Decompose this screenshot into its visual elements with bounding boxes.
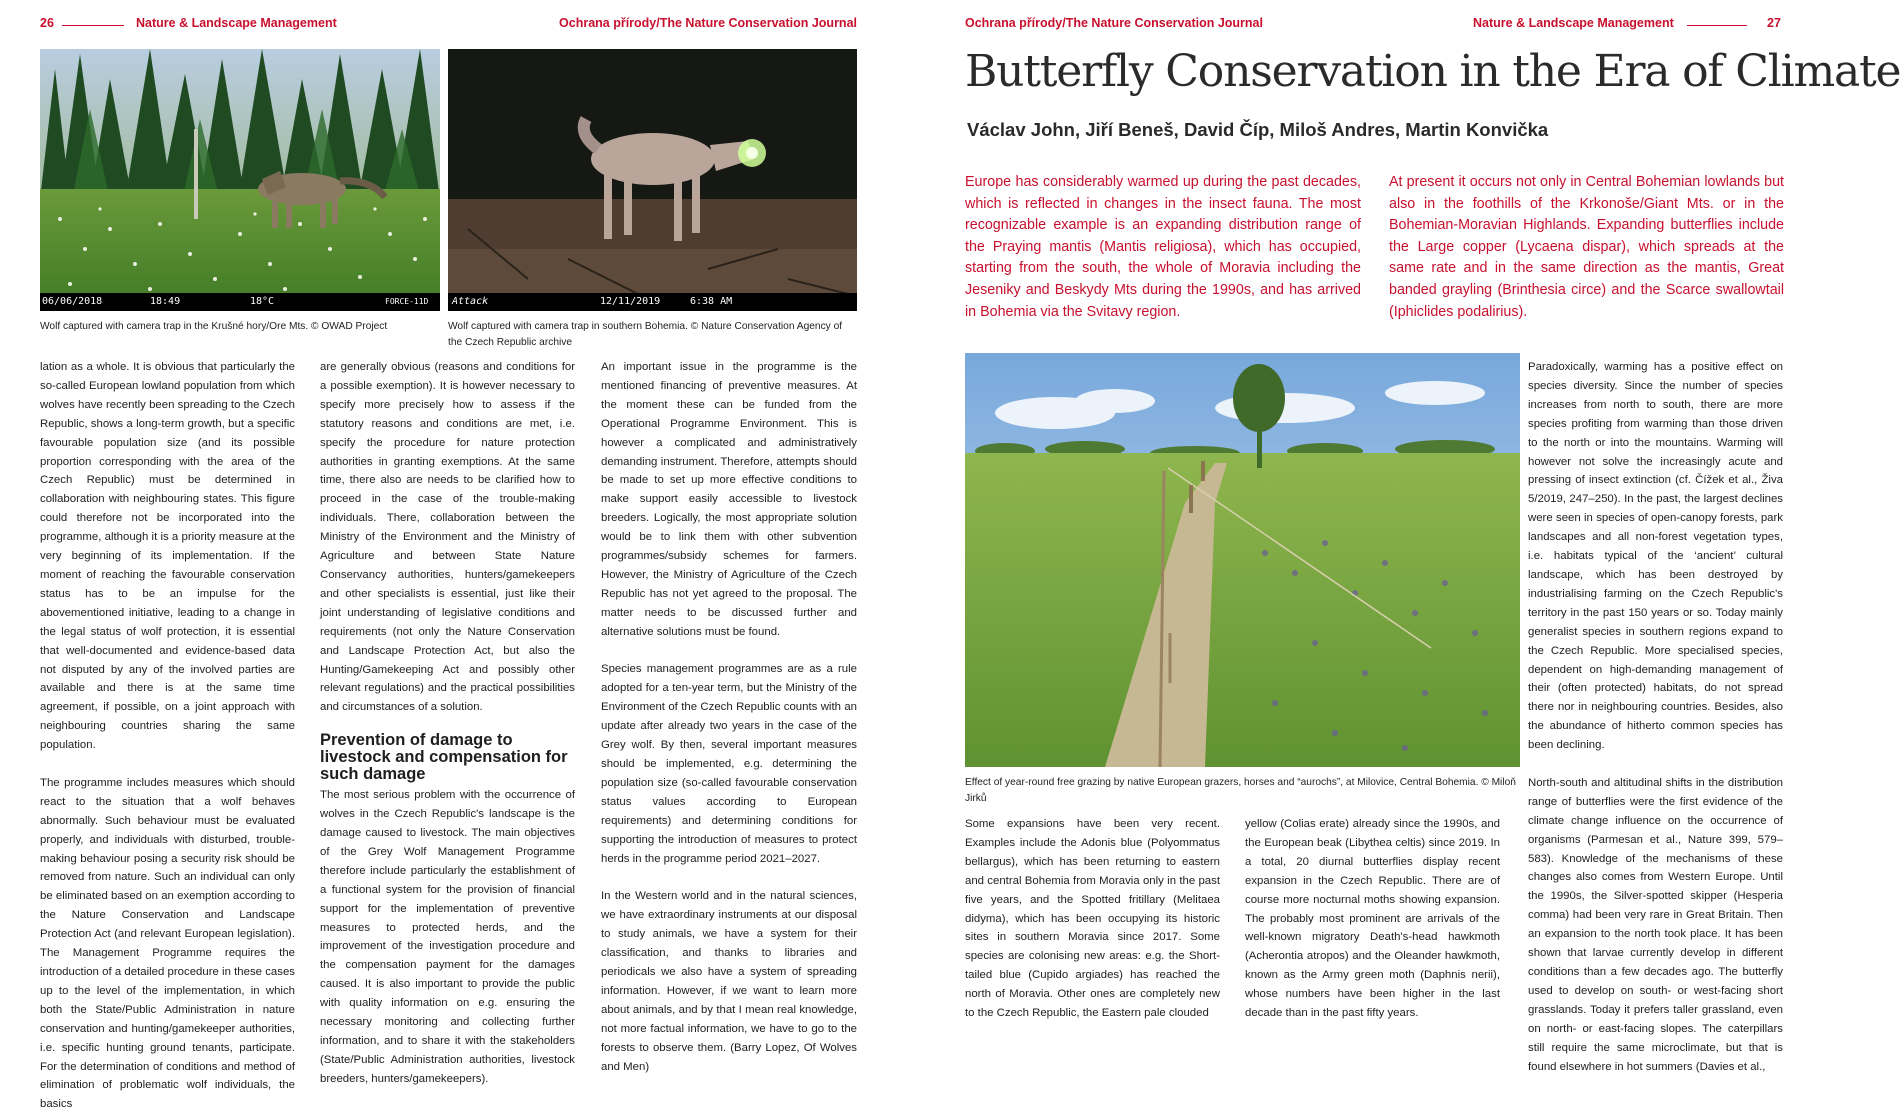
paragraph: The most serious problem with the occurrence of wolves in the Czech Republic's landscape is the damage caused to livestock. The main objectives of the Grey Wolf Management Programme therefore include particularly the establishment of a functional system for the provision of financial support for the implementation of preventive measures to protected herds, and the improvement of the investigation procedure and the compensation payment for the damages caused. It is also important to provide the public with quality information on e.g. ensuring the necessary monitoring and collecting further information, and to share it with the stakeholders (State/Public Administration authorities, livestock breeders, hunters/gamekeepers).: [320, 789, 575, 1085]
section-heading: Prevention of damage to livestock and compensation for such damage: [320, 731, 568, 784]
photo2-stamp-label: Attack: [452, 296, 489, 307]
left-page: [0, 0, 905, 1111]
lead-paragraph-left: Europe has considerably warmed up during the past decades, which is reflected in changes in the insect fauna. The most recognizable example is an expanding distribution range of the Praying mantis (Mantis religiosa), which has occupied, starting from the south, the whole of Moravia including the Jeseniky and Beskydy Mts during the 1990s, and has arrived in Bohemia via the Svitavy region.: [965, 174, 1361, 320]
header-rule: [1687, 25, 1747, 26]
section-label: Nature & Landscape Management: [136, 16, 337, 30]
photo1-time: 18:49: [150, 296, 181, 307]
landscape-photo-caption: Effect of year-round free grazing by native European grazers, horses and “aurochs”, at Milovice, Central Bohemia. © Miloň Jirků: [965, 777, 1516, 804]
journal-name: Ochrana přírody/The Nature Conservation Journal: [965, 16, 1263, 30]
wolf-meadow-illustration: [40, 49, 440, 311]
photo2-caption: Wolf captured with camera trap in southern Bohemia. © Nature Conservation Agency of the Czech Republic archive: [448, 321, 843, 348]
photo1-temperature: 18°C: [250, 296, 275, 307]
paragraph: are generally obvious (reasons and conditions for a possible exemption). It is however necessary to specify more precisely how to assess if the statutory reasons and conditions are met, i.e. specify the procedure for nature protection authorities in granting exemptions. At the same time, there also are needs to be clarified how to proceed in the case of the trouble-making individuals. There, collaboration between the Ministry of the Environment and the Ministry of Agriculture and between State Nature Conservancy authorities, hunters/gamekeepers and other specialists is essential, just like their joint understanding of legislative conditions and requirements (not only the Nature Conservation and Landscape Protection Act, but also the Hunting/Gamekeeping Act and possibly other relevant regulations) and the practical possibilities and circumstances of a solution.: [320, 361, 575, 714]
grazing-landscape-photo: [965, 353, 1520, 767]
paragraph: In the Western world and in the natural sciences, we have extraordinary instruments at our disposal to study animals, we have a system for their classification, and thanks to libraries and periodicals we also have a system of spreading information. However, if we want to learn more about animals, and by that I mean real knowledge, not more factual information, we have to go to the forests to observe them. (Barry Lopez, Of Wolves and Men): [601, 890, 857, 1073]
photo2-date: 12/11/2019: [600, 296, 661, 307]
paragraph: Some expansions have been very recent. Examples include the Adonis blue (Polyommatus bellargus), which has been returning to eastern and central Bohemia from Moravia only in the past five years, and the Spotted fritillary (Melitaea didyma), which has been occupying its historic sites in southern Moravia since 2017. Some species are colonising new areas: e.g. the Short-tailed blue (Cupido argiades) has reached the north of Moravia. Other ones are completely new to the Czech Republic, the Eastern pale clouded: [965, 818, 1220, 1020]
grazing-landscape-illustration: [965, 353, 1520, 767]
paragraph: North-south and altitudinal shifts in the distribution range of butterflies were the first evidence of the climate change influence on the occurrence of organisms (Parmesan et al., Nature 399, 579–583). Knowledge of the mechanisms of these changes also comes from Western Europe. Until the 1990s, the Silver-spotted skipper (Hesperia comma) had been very rare in Great Britain. Then an expansion to the north took place. It has been shown that larvae currently develop in different conditions than a few decades ago. The butterfly used to develop on south- or west-facing short grasslands. Today it prefers taller grassland, even on north- or east-facing slopes. The caterpillars still require the same microclimate, but that is found elsewhere in hot summers (Davies et al.,: [1528, 776, 1783, 1073]
header-rule: [62, 25, 124, 26]
photo1-camera-brand: FORCE-11D: [385, 297, 429, 306]
left-column-2: [320, 358, 575, 1089]
wolf-night-photo: [448, 49, 857, 311]
photo1-caption: Wolf captured with camera trap in the Krušné hory/Ore Mts. © OWAD Project: [40, 321, 388, 332]
paragraph: An important issue in the programme is the mentioned financing of preventive measures. At the moment these can be funded from the Operational Programme Environment. This is however a complicated and administratively demanding instrument. Therefore, attempts should be made to set up more effective conditions to make support easily accessible to livestock breeders. Logically, the most appropriate solution would be to link them with other subvention programmes/subsidy schemes for farmers. However, the Ministry of Agriculture of the Czech Republic has not yet agreed to the proposal. The matter needs to be discussed further and alternative solutions must be found.: [601, 361, 857, 638]
photo1-date: 06/06/2018: [42, 296, 103, 307]
paragraph: lation as a whole. It is obvious that particularly the so-called European lowland population from which wolves have recently been spreading to the Czech Republic, shows a long-term growth, but a specific favourable population size (and its possible proportion corresponding with the area of the Czech Republic) must be determined in collaboration with neighbouring states. This figure could therefore not be incorporated into the programme, although it is a priority measure at the very beginning of its implementation. If the moment of reaching the favourable conservation status has to be an impulse for the abovementioned initiative, leading to a change in the legal status of wolf protection, it is essential that well-documented and evidence-based data not disputed by any of the involved parties are available and there is at the same time agreement, if possible, on a joint approach with neighbouring countries sharing the same population.: [40, 361, 295, 752]
page-number: 27: [1767, 16, 1781, 30]
article-title: Butterfly Conservation in the Era of Climate: [965, 46, 1900, 97]
paragraph: Paradoxically, warming has a positive effect on species diversity. Since the number of species increases from north to south, there are more species profiting from warming than those driven to the north or into the mountains. Warming will however not solve the increasingly acute and pressing of insect extinction (cf. Čížek et al., Živa 5/2019, 247–250). In the past, the largest declines were seen in species of open-canopy forests, park landscapes and all non-forest vegetation types, i.e. habitats typical of the ‘ancient’ cultural landscape, which has been destroyed by industrialising farming on the Czech Republic's territory in the past 150 years or so. Today mainly generalist species in southern regions expand to the Czech Republic. More specialised species, dependent on high-demanding management of their (often protected) habitats, do not spread there nor in neighbouring countries. Besides, also the abundance of hitherto common species has been declining.: [1528, 361, 1783, 752]
paragraph: yellow (Colias erate) already since the 1990s, and the European beak (Libythea celtis) since 2019. In a total, 20 diurnal butterflies display recent expansion in the Czech Republic. There are of course more nocturnal moths showing expansion. The probably most prominent are arrivals of the well-known migratory Death's-head hawkmoth (Acherontia atropos) and the Oleander hawkmoth, known as the Army green moth (Daphnis nerii), whose numbers have been higher in the last decade than in the past fifty years.: [1245, 818, 1500, 1020]
page-number: 26: [40, 16, 54, 30]
bottom-column-1: [965, 815, 1220, 1023]
wolf-meadow-photo: [40, 49, 440, 311]
right-page: [905, 0, 1900, 1073]
right-side-column: [1523, 358, 1783, 1076]
wolf-night-illustration: [448, 49, 857, 311]
left-column-3: [601, 358, 857, 1076]
left-column-1: [40, 358, 295, 1114]
journal-name: Ochrana přírody/The Nature Conservation Journal: [559, 16, 857, 30]
paragraph: Species management programmes are as a rule adopted for a ten-year term, but the Ministry of the Environment of the Czech Republic counts with an update after already two years in the case of the Grey wolf. By then, several important measures should be implemented, e.g. determining the population size (so-called favourable conservation status values according to European requirements) and determining conditions for supporting the introduction of measures to protect herds in the programme period 2021–2027.: [601, 663, 857, 865]
bottom-column-2: [1245, 815, 1500, 1023]
paragraph: The programme includes measures which should react to the situation that a wolf behaves abnormally. Such behaviour must be evaluated properly, and individuals with disturbed, trouble-making behaviour posing a security risk should be removed from nature. Such an individual can only be eliminated based on an exemption according to the Nature Conservation and Landscape Protection Act (and relevant European legislation). The Management Programme requires the introduction of a detailed procedure in these cases up to the level of the implementation, in which both the State/Public Administration in nature conservation and hunting/gamekeeper authorities, i.e. specific hunting ground tenants, participate. For the determination of conditions and method of elimination of problematic wolf individuals, the basics: [40, 776, 295, 1111]
article-authors: Václav John, Jiří Beneš, David Číp, Miloš Andres, Martin Konvička: [967, 119, 1549, 140]
lead-paragraph-right: At present it occurs not only in Central Bohemian lowlands but also in the foothills of the Krkonoše/Giant Mts. or in the Bohemian-Moravian Highlands. Expanding butterflies include the Large copper (Lycaena dispar), which spreads at the same rate and in the same direction as the mantis, Great banded grayling (Brinthesia circe) and the Scarce swallowtail (Iphiclides podalirius).: [1389, 174, 1784, 320]
photo2-time: 6:38 AM: [690, 296, 733, 307]
section-label: Nature & Landscape Management: [1473, 16, 1674, 30]
